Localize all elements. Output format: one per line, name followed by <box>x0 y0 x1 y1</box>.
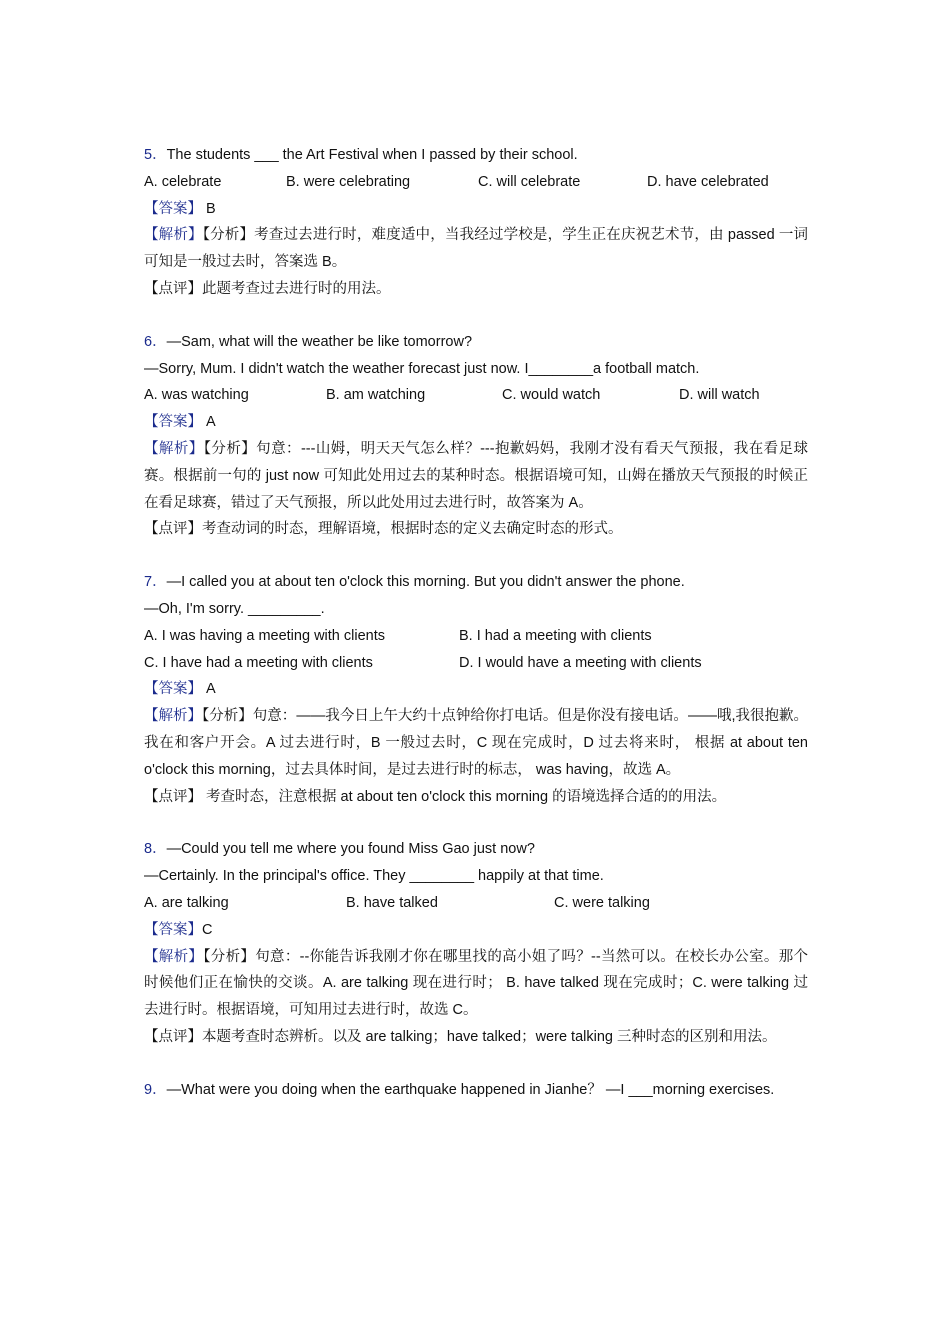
option-d: D. have celebrated <box>647 173 769 190</box>
comment-block: 【点评】考查动词的时态，理解语境，根据时态的定义去确定时态的形式。 <box>144 521 623 538</box>
answer-value: A <box>202 414 216 431</box>
question-number: 6． <box>144 333 167 350</box>
question-8 <box>144 836 808 1050</box>
stem-text: The students ___ the Art Festival when I passed by their school. <box>166 147 578 163</box>
stem-text: —Sam, what will the weather be like tomorrow? <box>166 333 473 350</box>
option-b: B. I had a meeting with clients <box>459 627 652 644</box>
option-c: C. I have had a meeting with clients <box>144 654 373 671</box>
question-stem <box>144 142 808 169</box>
question-9 <box>144 1077 808 1104</box>
question-number: 9． <box>144 1081 167 1098</box>
analysis-tag: 【解析】 <box>144 708 203 725</box>
stem-text: —Certainly. In the principal's office. They ________ happily at that time. <box>144 868 604 885</box>
option-d: D. I would have a meeting with clients <box>459 654 702 671</box>
answer-line <box>144 676 808 703</box>
answer-tag: 【答案】 <box>144 921 202 938</box>
comment-block: 【点评】 考查时态，注意根据 at about ten o'clock this morning 的语境选择合适的的用法。 <box>144 788 727 805</box>
options-row <box>144 382 808 409</box>
option-d: D. will watch <box>679 387 760 404</box>
question-stem <box>144 569 808 596</box>
analysis-text: 【分析】考查过去进行时，难度适中，当我经过学校是，学生正在庆祝艺术节，由 passed 一词可知是一般过去时，答案选 B。 <box>144 227 809 271</box>
answer-tag: 【答案】 <box>144 200 202 217</box>
question-stem <box>144 1077 808 1104</box>
option-a: A. celebrate <box>144 173 222 190</box>
answer-line <box>144 196 808 223</box>
stem-text: —I called you at about ten o'clock this morning. But you didn't answer the phone. <box>166 574 685 591</box>
analysis-block <box>144 944 808 1024</box>
stem-text: —Oh, I'm sorry. _________. <box>144 600 325 617</box>
answer-line <box>144 917 808 944</box>
analysis-tag: 【解析】 <box>144 948 204 965</box>
question-6 <box>144 329 808 543</box>
option-b: B. have talked <box>346 894 438 911</box>
analysis-tag: 【解析】 <box>144 440 204 457</box>
question-number: 5． <box>144 147 167 163</box>
question-5 <box>144 142 808 303</box>
question-7 <box>144 569 808 810</box>
option-a: A. was watching <box>144 387 249 404</box>
stem-text: —Could you tell me where you found Miss Gao just now? <box>166 841 535 858</box>
option-c: C. would watch <box>502 387 601 404</box>
option-c: C. were talking <box>554 894 650 911</box>
option-b: B. were celebrating <box>286 173 411 190</box>
question-stem <box>144 836 808 863</box>
options-row <box>144 623 808 650</box>
analysis-block <box>144 436 808 516</box>
stem-text: —What were you doing when the earthquake happened in Jianhe？ —I ___morning exercises. <box>166 1081 775 1098</box>
option-c: C. will celebrate <box>478 173 581 190</box>
analysis-text: 【分析】句意：--你能告诉我刚才你在哪里找的高小姐了吗？--当然可以。在校长办公室。那个时候他们正在愉快的交谈。A. are talking 现在进行时； B. have talked 现在完成时；C. were talking 过去进行时。根据语境，可知用过去进行时，故选 C。 <box>144 948 809 1019</box>
answer-value: B <box>202 200 216 217</box>
document-page <box>144 142 808 1130</box>
options-row <box>144 650 808 677</box>
question-number: 7． <box>144 574 167 591</box>
options-row <box>144 169 808 196</box>
options-row <box>144 890 808 917</box>
question-stem <box>144 329 808 356</box>
comment-block: 【点评】此题考查过去进行时的用法。 <box>144 280 391 297</box>
analysis-block <box>144 703 808 783</box>
analysis-tag: 【解析】 <box>144 227 203 244</box>
option-b: B. am watching <box>326 387 426 404</box>
option-a: A. I was having a meeting with clients <box>144 627 385 644</box>
answer-tag: 【答案】 <box>144 681 202 698</box>
answer-value: C <box>202 921 213 938</box>
question-number: 8． <box>144 841 167 858</box>
answer-value: A <box>202 681 216 698</box>
option-a: A. are talking <box>144 894 229 911</box>
analysis-block <box>144 222 808 276</box>
stem-text: —Sorry, Mum. I didn't watch the weather forecast just now. I________a football match. <box>144 360 700 377</box>
answer-tag: 【答案】 <box>144 414 202 431</box>
answer-line <box>144 409 808 436</box>
comment-block: 【点评】本题考查时态辨析。以及 are talking；have talked；were talking 三种时态的区别和用法。 <box>144 1028 777 1045</box>
analysis-text: 【分析】句意：——我今日上午大约十点钟给你打电话。但是你没有接电话。——哦,我很抱歉。我在和客户开会。A 过去进行时，B 一般过去时，C 现在完成时，D 过去将来时， 根据 at about ten o'clock this morning，过去具体时间，是过去进行时的标志， was having，故选 A。 <box>144 708 809 778</box>
analysis-text: 【分析】句意：---山姆，明天天气怎么样？---抱歉妈妈，我刚才没有看天气预报，我在看足球赛。根据前一句的 just now 可知此处用过去的某种时态。根据语境可知，山姆在播放天气预报的时候正在看足球赛，错过了天气预报，所以此处用过去进行时，故答案为 A。 <box>144 440 809 511</box>
